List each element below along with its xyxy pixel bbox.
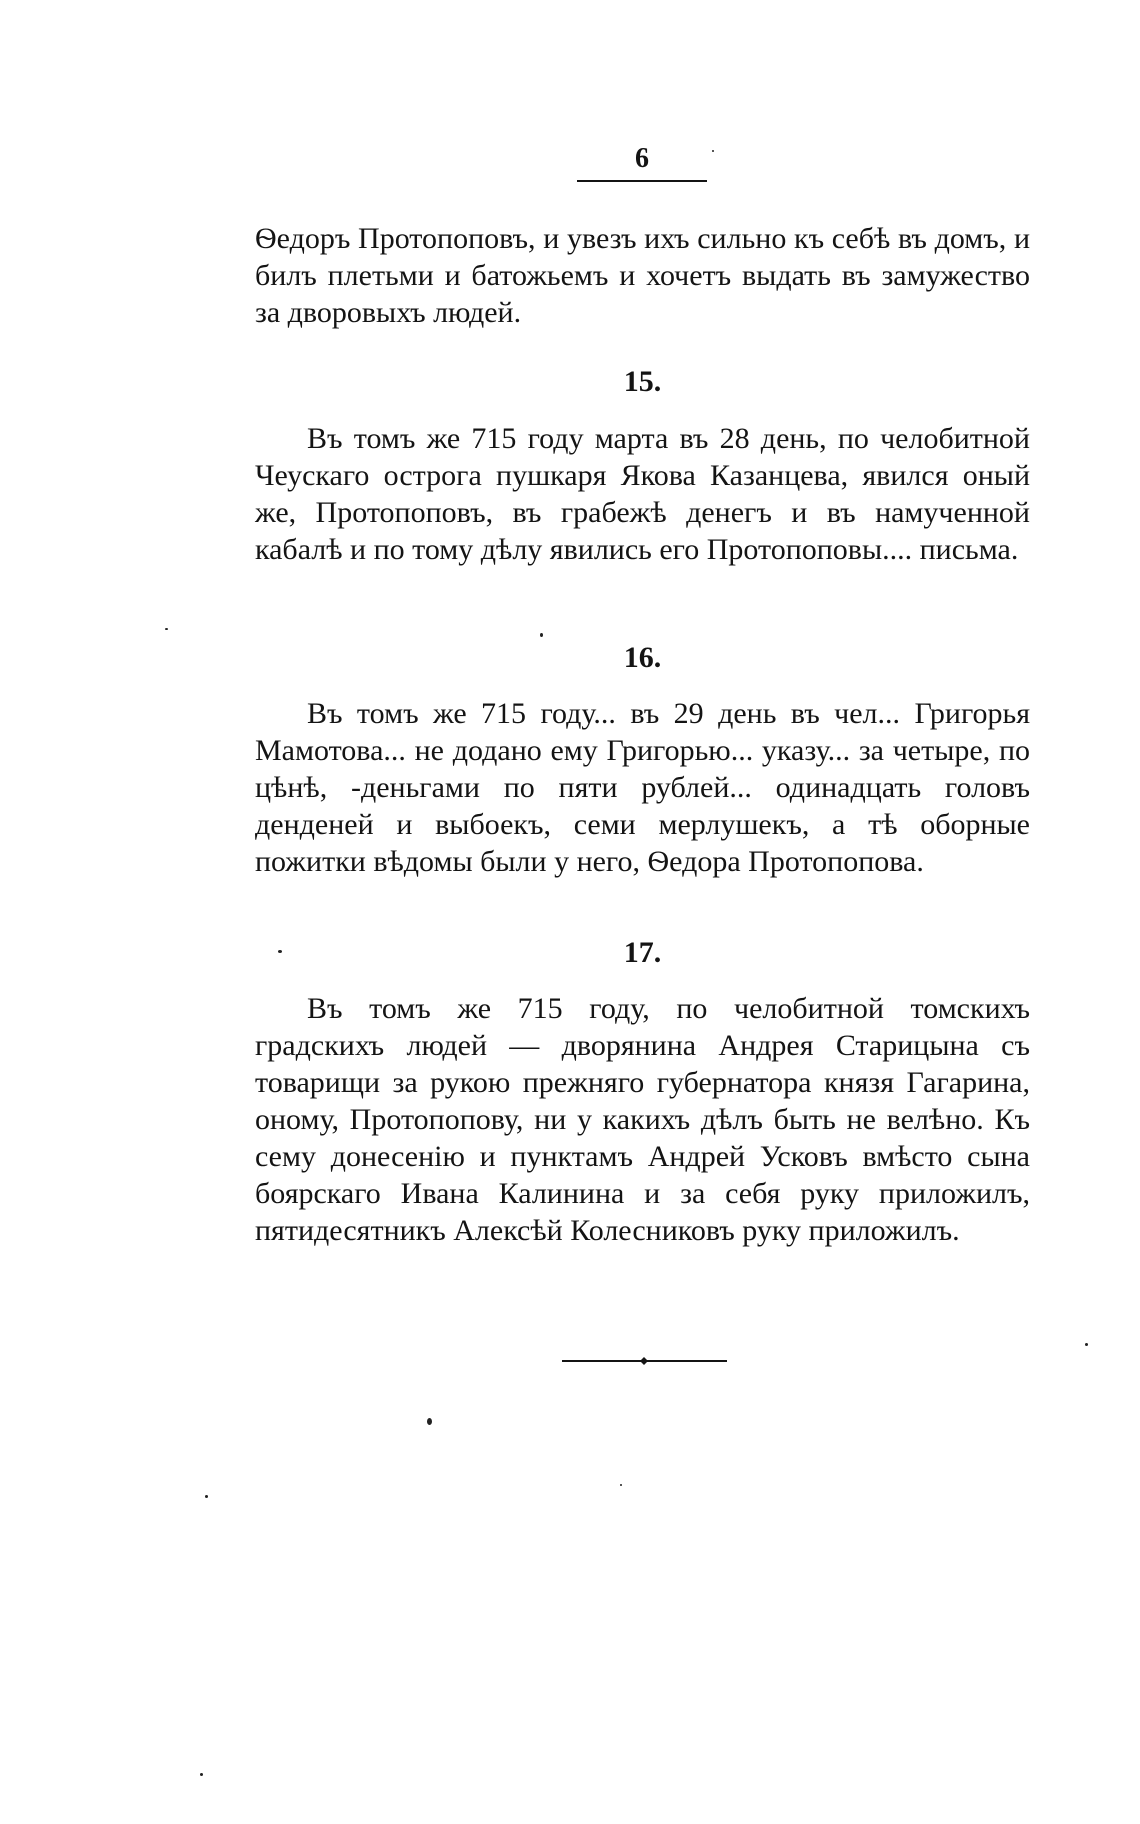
scan-speck (712, 150, 714, 152)
end-ornament (562, 1356, 727, 1366)
scan-speck (205, 1495, 208, 1498)
page-number: 6 (635, 143, 649, 174)
scan-speck (540, 633, 543, 637)
scan-speck (620, 1484, 622, 1486)
section-number-15: 15. (623, 365, 662, 398)
scan-speck (165, 628, 168, 630)
section-17-paragraph: Въ томъ же 715 году, по челобитной томскихъ градскихъ людей — дворянина Андрея Старицына съ товарищи за рукою прежняго губернатора князя Гагарина, оному, Протопопову, ни у какихъ дѣлъ быть не велѣно. Къ сему донесенiю и пунктамъ Андрей Усковъ вмѣсто сына боярскаго Ивана Калинина и за себя руку приложилъ, пятидесятникъ Алексѣй Колесниковъ руку приложилъ. (255, 992, 1030, 1247)
scan-speck (200, 1773, 203, 1776)
section-15-paragraph: Въ томъ же 715 году марта въ 28 день, по челобитной Чеускаго острога пушкаря Якова Казанцева, явился оный же, Протопоповъ, въ грабежѣ денегъ и въ намученной кабалѣ и по тому дѣлу явились его Протопоповы.... письма. (255, 422, 1030, 566)
header-rule (577, 180, 707, 182)
section-15-block (255, 420, 1030, 568)
continuation-paragraph-block (255, 220, 1030, 331)
continuation-paragraph: Ѳедоръ Протопоповъ, и увезъ ихъ сильно къ себѣ въ домъ, и билъ плетьми и батожьемъ и хочетъ выдать въ замужество за дворовыхъ людей. (255, 222, 1030, 329)
scan-speck (278, 950, 282, 953)
section-16-block (255, 695, 1030, 880)
scan-speck (427, 1418, 432, 1425)
end-ornament-diamond (640, 1357, 648, 1365)
page-header (577, 142, 707, 176)
scan-speck (1085, 1343, 1088, 1346)
section-16-paragraph: Въ томъ же 715 году... въ 29 день въ чел... Григорья Мамотова... не додано ему Григорью... указу... за четыре, по цѣнѣ, -деньгами по пяти рублей... одинадцать головъ денденей и выбоекъ, семи мерлушекъ, а тѣ оборные пожитки вѣдомы были у него, Ѳедора Протопопова. (255, 697, 1030, 878)
section-number-16: 16. (623, 641, 662, 674)
section-17-block (255, 990, 1030, 1249)
section-number-17: 17. (623, 936, 662, 969)
